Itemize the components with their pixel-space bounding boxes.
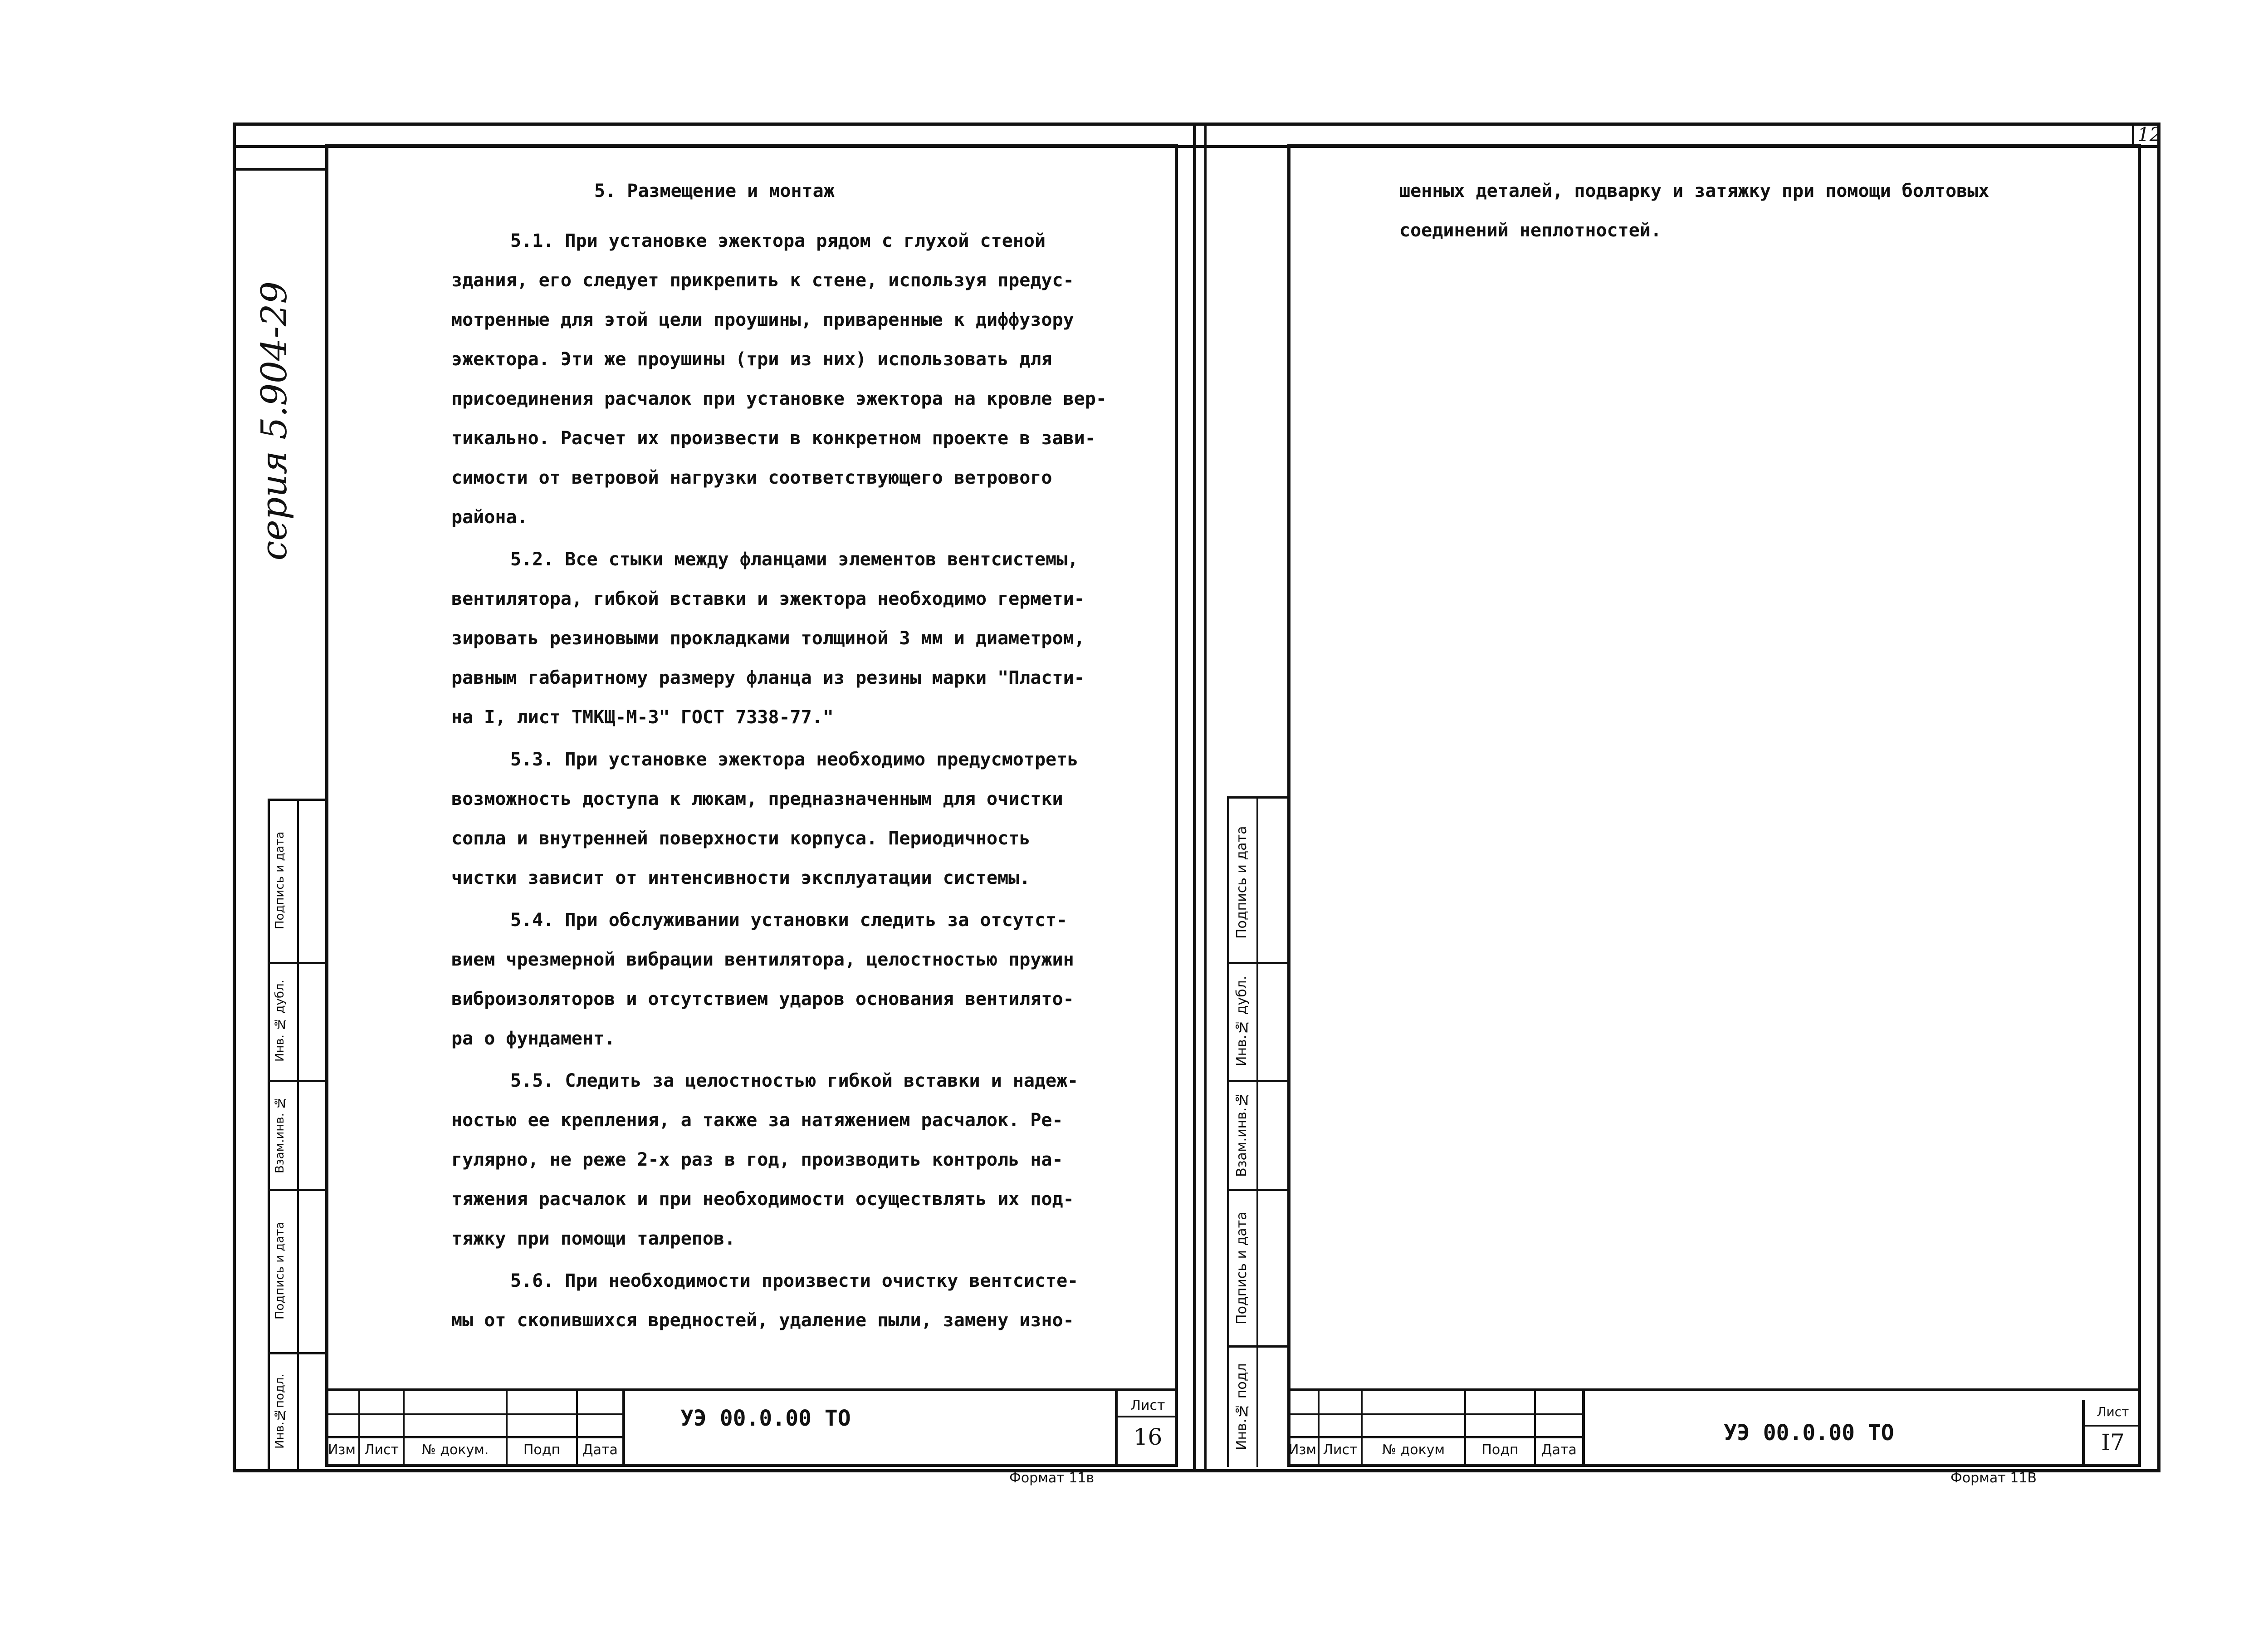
- left-line-15: возможность доступа к люкам, предназначенным для очистки: [451, 789, 1063, 809]
- left-tb-label-list: Лист: [364, 1442, 399, 1458]
- right-line-1: шенных деталей, подварку и затяжку при помощи болтовых: [1399, 181, 1989, 201]
- left-line-14: 5.3. При установке эжектора необходимо предусмотреть: [510, 749, 1079, 770]
- left-line-27: 5.6. При необходимости произвести очистку вентсисте-: [510, 1270, 1079, 1291]
- stamp-right-h4: [1227, 1345, 1288, 1348]
- left-line-7: симости от ветровой нагрузки соответствующего ветрового: [451, 467, 1052, 488]
- page-divider-right: [1204, 123, 1207, 1472]
- right-tb-v5: [1582, 1388, 1585, 1467]
- right-page-frame: [1287, 144, 2141, 1467]
- left-line-6: тикально. Расчет их произвести в конкретном проекте в зави-: [451, 428, 1096, 449]
- right-tb-label-list: Лист: [1323, 1442, 1358, 1458]
- left-tb-label-date: Дата: [582, 1442, 618, 1458]
- stamp-left-label-1: Подпись и дата: [273, 831, 287, 929]
- left-tb-label-podp: Подп: [523, 1442, 561, 1458]
- stamp-right-label-4: Подпись и дата: [1234, 1211, 1250, 1325]
- left-line-22: 5.5. Следить за целостностью гибкой вставки и надеж-: [510, 1070, 1079, 1091]
- stamp-left-label-3: Взам.инв. №: [273, 1095, 287, 1173]
- stamp-right-outer: [1227, 796, 1229, 1467]
- right-doc-code: УЭ 00.0.00 ТО: [1724, 1420, 1894, 1446]
- right-tb-top: [1287, 1388, 2141, 1391]
- left-tb-label-izm: Изм: [327, 1442, 356, 1458]
- left-line-17: чистки зависит от интенсивности эксплуатации системы.: [451, 868, 1031, 888]
- stamp-right-label-3: Взам.инв.№: [1234, 1091, 1250, 1177]
- left-line-1: 5.1. При установке эжектора рядом с глухой стеной: [510, 230, 1046, 251]
- left-line-25: тяжения расчалок и при необходимости осуществлять их под-: [451, 1189, 1074, 1210]
- left-line-24: гулярно, не реже 2-х раз в год, производить контроль на-: [451, 1149, 1063, 1170]
- left-line-11: зировать резиновыми прокладками толщиной 3 мм и диаметром,: [451, 628, 1085, 649]
- right-tb-h1: [1287, 1413, 1584, 1415]
- stamp-right-h3: [1227, 1189, 1288, 1191]
- left-line-20: виброизоляторов и отсутствием ударов основания вентилято-: [451, 989, 1074, 1010]
- right-sheet-number: I7: [2101, 1429, 2125, 1456]
- left-line-5: присоединения расчалок при установке эжектора на кровле вер-: [451, 388, 1107, 409]
- left-line-26: тяжку при помощи талрепов.: [451, 1228, 736, 1249]
- left-line-9: 5.2. Все стыки между фланцами элементов вентсистемы,: [510, 549, 1079, 570]
- left-line-2: здания, его следует прикрепить к стене, используя предус-: [451, 270, 1074, 291]
- right-tb-label-docnum: № докум: [1382, 1442, 1445, 1458]
- left-line-8: района.: [451, 507, 528, 528]
- right-sheet-label: Лист: [2097, 1404, 2129, 1419]
- series-stamp: серия 5.904-29: [254, 281, 295, 561]
- left-margin-top-rule: [233, 168, 328, 171]
- left-body: [451, 221, 1107, 1340]
- corner-number: 12: [2137, 123, 2162, 146]
- left-line-16: сопла и внутренней поверхности корпуса. Периодичность: [451, 828, 1031, 849]
- left-sheet-number: 16: [1133, 1424, 1163, 1450]
- left-line-4: эжектора. Эти же проушины (три из них) использовать для: [451, 349, 1052, 370]
- right-tb-label-izm: Изм: [1288, 1442, 1317, 1458]
- left-line-12: равным габаритному размеру фланца из резины марки "Пласти-: [451, 667, 1085, 688]
- right-body: [1399, 172, 1989, 250]
- stamp-right-h2: [1227, 1080, 1288, 1082]
- right-format: Формат 11В: [1950, 1470, 2037, 1486]
- left-line-19: вием чрезмерной вибрации вентилятора, целостностью пружин: [451, 949, 1074, 970]
- stamp-right-label-5: Инв.№ подл: [1234, 1363, 1250, 1450]
- right-tb-sheet-h: [2082, 1425, 2141, 1427]
- left-heading: 5. Размещение и монтаж: [594, 181, 835, 201]
- right-tb-label-date: Дата: [1541, 1442, 1577, 1458]
- left-line-23: ностью ее крепления, а также за натяжением расчалок. Ре-: [451, 1110, 1063, 1131]
- left-tb-top: [325, 1388, 1178, 1391]
- stamp-right-h1: [1227, 962, 1288, 964]
- right-tb-h2: [1287, 1436, 1584, 1438]
- stamp-left-label-5: Инв.№подл.: [273, 1373, 287, 1449]
- left-line-13: на I, лист ТМКЩ-М-3" ГОСТ 7338-77.": [451, 707, 834, 728]
- left-doc-code: УЭ 00.0.00 ТО: [680, 1406, 851, 1431]
- left-line-18: 5.4. При обслуживании установки следить за отсутст-: [510, 910, 1068, 931]
- left-sheet-label: Лист: [1130, 1398, 1165, 1413]
- stamp-right-inner: [1256, 796, 1258, 1467]
- stamp-right-label-2: Инв.№ дубл.: [1234, 976, 1250, 1066]
- stamp-left-inner: [297, 799, 299, 1470]
- right-tb-label-podp: Подп: [1481, 1442, 1519, 1458]
- left-line-10: вентилятора, гибкой вставки и эжектора необходимо гермети-: [451, 588, 1085, 609]
- left-line-28: мы от скопившихся вредностей, удаление пыли, замену изно-: [451, 1310, 1074, 1331]
- left-margin-divider: [268, 799, 270, 1470]
- right-line-2: соединений неплотностей.: [1399, 220, 1662, 241]
- stamp-left-label-4: Подпись и дата: [273, 1221, 287, 1319]
- left-line-21: ра о фундамент.: [451, 1028, 616, 1049]
- page-divider-left: [1193, 123, 1196, 1472]
- left-tb-sheet-h: [1115, 1416, 1178, 1417]
- left-tb-v5: [622, 1388, 625, 1467]
- stamp-left-label-2: Инв. № дубл.: [273, 980, 287, 1062]
- left-format: Формат 11в: [1009, 1470, 1095, 1486]
- left-line-3: мотренные для этой цели проушины, приваренные к диффузору: [451, 309, 1074, 330]
- left-tb-label-docnum: № докум.: [421, 1442, 489, 1458]
- stamp-right-h0: [1227, 796, 1288, 799]
- stamp-right-label-1: Подпись и дата: [1234, 826, 1250, 939]
